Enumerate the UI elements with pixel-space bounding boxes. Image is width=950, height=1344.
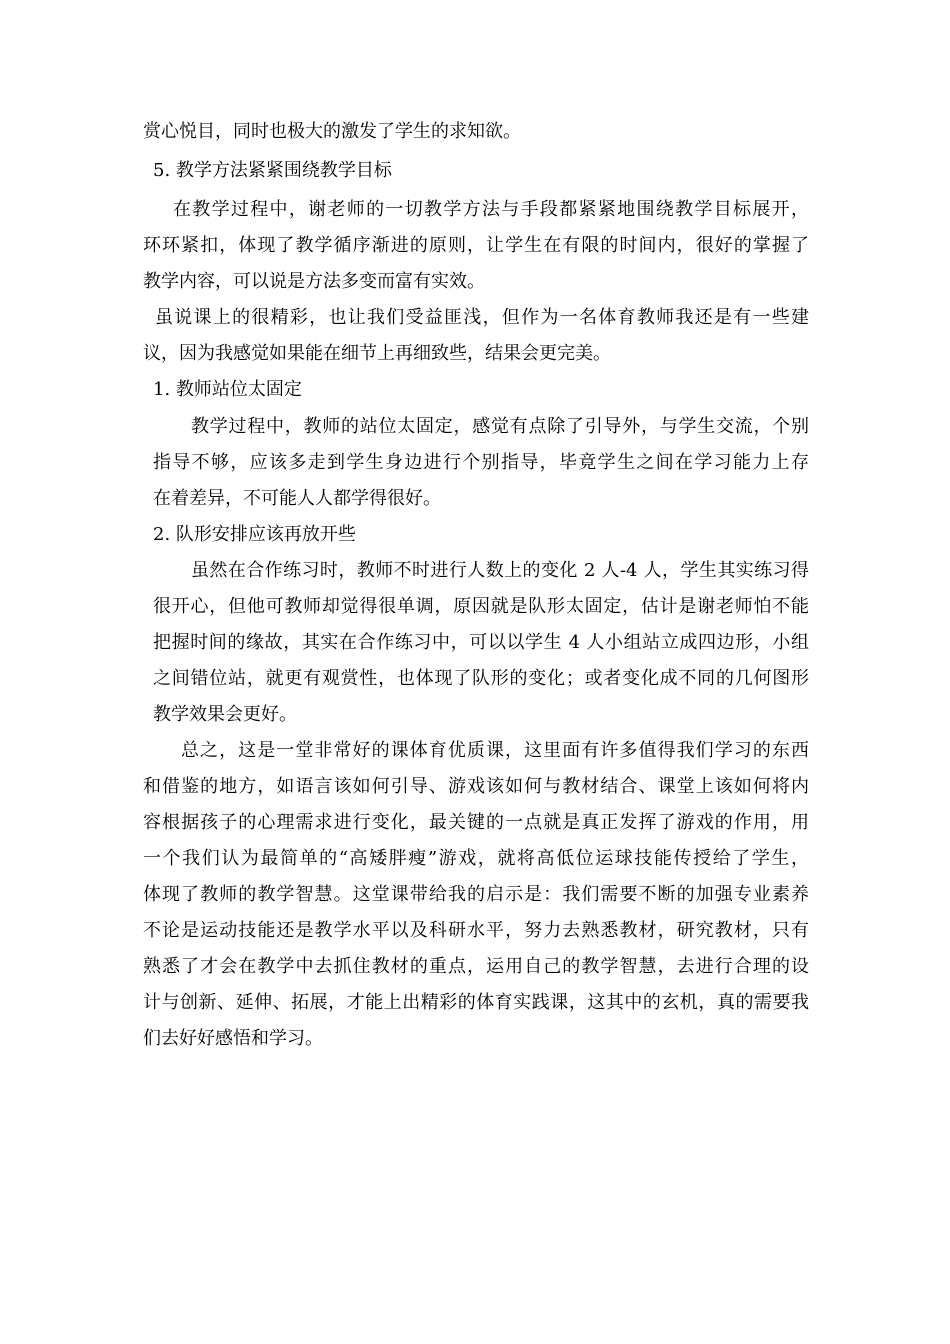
text-line: 在教学过程中，谢老师的一切教学方法与手段都紧紧地围绕教学目标展开， bbox=[173, 199, 809, 220]
section-heading: 2. 队形安排应该再放开些 bbox=[153, 524, 356, 545]
text-line: 计与创新、延伸、拓展，才能上出精彩的体育实践课，这其中的玄机，真的需要我 bbox=[143, 992, 809, 1013]
text-line: 议，因为我感觉如果能在细节上再细致些，结果会更完美。 bbox=[143, 343, 611, 364]
text-line: 教学内容，可以说是方法多变而富有实效。 bbox=[143, 271, 485, 292]
text-line: 把握时间的缘故，其实在合作练习中，可以以学生 4 人小组站立成四边形，小组 bbox=[153, 632, 809, 653]
text-line: 总之，这是一堂非常好的课体育优质课，这里面有许多值得我们学习的东西 bbox=[181, 740, 809, 761]
text-line: 不论是运动技能还是教学水平以及科研水平，努力去熟悉教材，研究教材，只有 bbox=[143, 920, 809, 941]
text-line: 们去好好感悟和学习。 bbox=[143, 1028, 323, 1049]
text-line: 虽说课上的很精彩，也让我们受益匪浅，但作为一名体育教师我还是有一些建 bbox=[155, 307, 809, 328]
text-line: 虽然在合作练习时，教师不时进行人数上的变化 2 人-4 人，学生其实练习得 bbox=[191, 560, 809, 581]
text-line: 环环紧扣，体现了教学循序渐进的原则，让学生在有限的时间内，很好的掌握了 bbox=[143, 235, 809, 256]
section-heading: 5. 教学方法紧紧围绕教学目标 bbox=[153, 160, 392, 181]
text-line: 教学过程中，教师的站位太固定，感觉有点除了引导外，与学生交流，个别 bbox=[191, 416, 809, 437]
text-line: 很开心，但他可教师却觉得很单调，原因就是队形太固定，估计是谢老师怕不能 bbox=[153, 596, 809, 617]
text-line: 和借鉴的地方，如语言该如何引导、游戏该如何与教材结合、课堂上该如何将内 bbox=[143, 776, 809, 797]
text-line: 容根据孩子的心理需求进行变化，最关键的一点就是真正发挥了游戏的作用，用 bbox=[143, 812, 809, 833]
text-line: 教学效果会更好。 bbox=[153, 704, 297, 725]
text-line: 体现了教师的教学智慧。这堂课带给我的启示是：我们需要不断的加强专业素养 bbox=[143, 884, 809, 905]
text-line: 在着差异，不可能人人都学得很好。 bbox=[153, 488, 441, 509]
text-line: 一个我们认为最简单的“高矮胖瘦”游戏，就将高低位运球技能传授给了学生， bbox=[143, 848, 809, 869]
section-heading: 1. 教师站位太固定 bbox=[153, 379, 302, 400]
text-line: 指导不够，应该多走到学生身边进行个别指导，毕竟学生之间在学习能力上存 bbox=[153, 452, 809, 473]
text-line: 之间错位站，就更有观赏性，也体现了队形的变化；或者变化成不同的几何图形 bbox=[153, 668, 809, 689]
text-line: 熟悉了才会在教学中去抓住教材的重点，运用自己的教学智慧，去进行合理的设 bbox=[143, 956, 809, 977]
text-line: 赏心悦目，同时也极大的激发了学生的求知欲。 bbox=[143, 121, 521, 142]
